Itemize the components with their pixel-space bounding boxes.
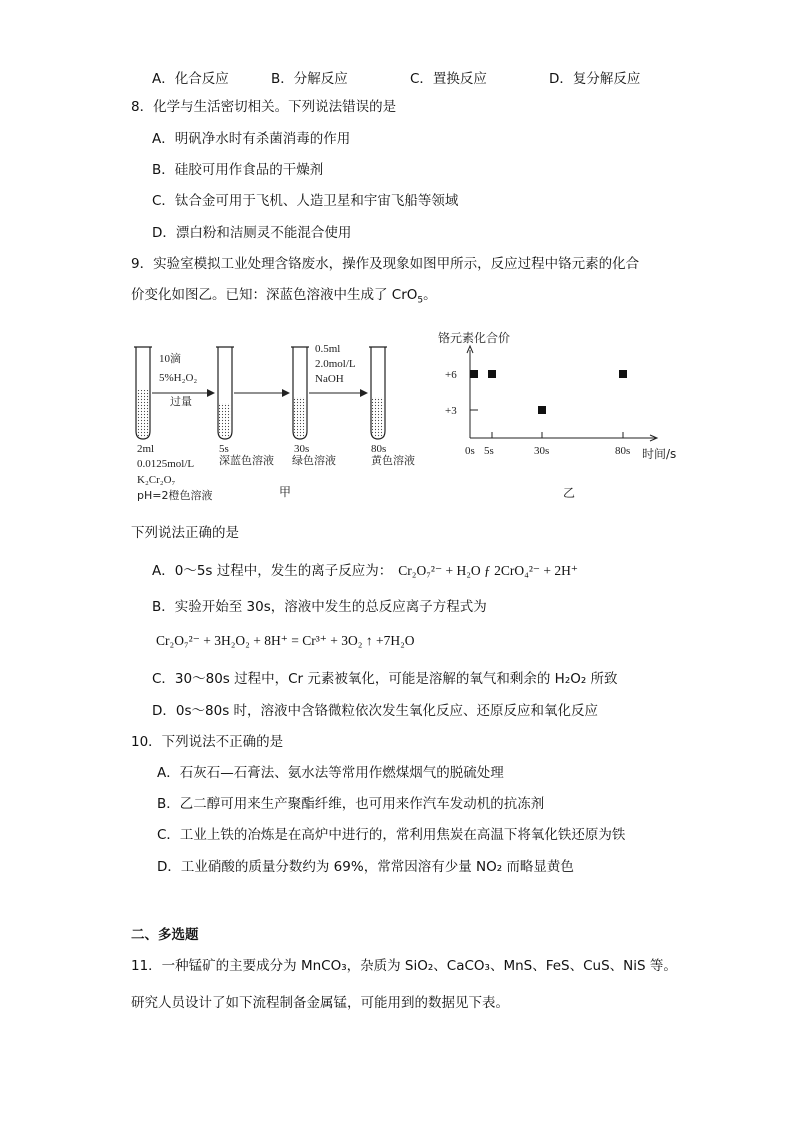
chart-xtick-label: 80s — [615, 445, 631, 457]
chart-point — [470, 370, 478, 378]
q8-option-c: C．钛合金可用于飞机、人造卫星和宇宙飞船等领域 — [152, 193, 459, 209]
q8-option-d: D．漂白粉和洁厕灵不能混合使用 — [152, 225, 352, 241]
chart-xtick-label: 0s — [465, 445, 475, 457]
q8-stem: 8．化学与生活密切相关。下列说法错误的是 — [131, 99, 397, 115]
q8-option-b: B．硅胶可用作食品的干燥剂 — [152, 162, 324, 178]
q9-option-b-equation: Cr₂O₇²⁻ + 3H₂O₂ + 8H⁺ = Cr³⁺ + 3O₂ ↑ +7H₂O — [156, 633, 415, 648]
q9-option-d: D．0s～80s 时，溶液中含铬微粒依次发生氧化反应、还原反应和氧化反应 — [152, 703, 599, 719]
chart-point — [619, 370, 627, 378]
tube1-label: 2ml — [137, 443, 155, 455]
tube2-time: 5s — [219, 443, 229, 455]
figure-a-test-tubes — [128, 335, 438, 505]
q7-option-d: D．复分解反应 — [549, 71, 641, 87]
q7-option-c: C．置换反应 — [410, 71, 487, 87]
test-tube-2 — [216, 347, 234, 439]
chart-ytick-label: +3 — [445, 405, 457, 417]
chart-point — [488, 370, 496, 378]
chart-ytick-label: +6 — [445, 369, 457, 381]
chart-ylabel: 铬元素化合价 — [438, 331, 511, 345]
reagent2-line3: NaOH — [315, 373, 344, 385]
q10-option-c: C．工业上铁的冶炼是在高炉中进行的，常利用焦炭在高温下将氧化铁还原为铁 — [157, 827, 626, 843]
chart-xtick-label: 5s — [484, 445, 494, 457]
q10-option-b: B．乙二醇可用来生产聚酯纤维，也可用来作汽车发动机的抗冻剂 — [157, 796, 545, 812]
tube4-desc: 黄色溶液 — [371, 454, 415, 467]
q9-option-b: B．实验开始至 30s，溶液中发生的总反应离子方程式为 — [152, 599, 487, 615]
q10-stem: 10．下列说法不正确的是 — [131, 734, 284, 750]
reagent1-line3: 过量 — [170, 395, 192, 408]
q9-stem-line2: 价变化如图乙。已知：深蓝色溶液中生成了 CrO$_5$。 — [131, 287, 437, 306]
test-tube-4 — [369, 347, 387, 439]
reagent2-line1: 0.5ml — [315, 343, 341, 355]
q10-option-a: A．石灰石—石膏法、氨水法等常用作燃煤烟气的脱硫处理 — [157, 765, 504, 781]
chart-point — [538, 406, 546, 414]
section-heading-multiple-choice: 二、多选题 — [131, 927, 199, 943]
q9-option-a: A．0～5s 过程中，发生的离子反应为： Cr₂O₇²⁻ + H₂O ƒ 2CrO₄²⁻ + 2H⁺ — [152, 563, 579, 579]
q9-stem-line1: 9．实验室模拟工业处理含铬废水，操作及现象如图甲所示，反应过程中铬元素的化合 — [131, 256, 640, 272]
tube3-time: 30s — [294, 443, 310, 455]
figure-b-caption: 乙 — [563, 486, 576, 500]
test-tube-1 — [134, 347, 152, 439]
q9-option-c: C．30～80s 过程中，Cr 元素被氧化，可能是溶解的氧气和剩余的 H₂O₂ 所致 — [152, 671, 618, 687]
chart-xtick-label: 30s — [534, 445, 550, 457]
reagent1-line2: 5%H₂O₂ — [159, 372, 198, 384]
tube3-desc: 绿色溶液 — [292, 454, 336, 467]
initial-ph: pH=2橙色溶液 — [137, 489, 213, 502]
figure-a-caption: 甲 — [279, 485, 292, 499]
chart-xlabel: 时间/s — [642, 447, 677, 461]
q7-option-a: A．化合反应 — [152, 71, 229, 87]
test-tube-3 — [291, 347, 309, 439]
initial-compound: K₂Cr₂O₇ — [137, 474, 176, 486]
tube2-desc: 深蓝色溶液 — [219, 454, 274, 467]
q7-option-b: B．分解反应 — [271, 71, 348, 87]
reagent1-line1: 10滴 — [159, 353, 181, 365]
q8-option-a: A．明矾净水时有杀菌消毒的作用 — [152, 131, 351, 147]
q11-line2: 研究人员设计了如下流程制备金属锰，可能用到的数据见下表。 — [131, 995, 509, 1011]
q9-prompt: 下列说法正确的是 — [131, 525, 239, 541]
initial-conc: 0.0125mol/L — [137, 458, 195, 470]
q11-line1: 11．一种锰矿的主要成分为 MnCO₃，杂质为 SiO₂、CaCO₃、MnS、FeS、CuS、NiS 等。 — [131, 958, 677, 974]
reagent2-line2: 2.0mol/L — [315, 358, 356, 370]
figure-b-chart — [430, 322, 677, 502]
tube4-time: 80s — [371, 443, 387, 455]
q10-option-d: D．工业硝酸的质量分数约为 69%，常常因溶有少量 NO₂ 而略显黄色 — [157, 859, 574, 875]
